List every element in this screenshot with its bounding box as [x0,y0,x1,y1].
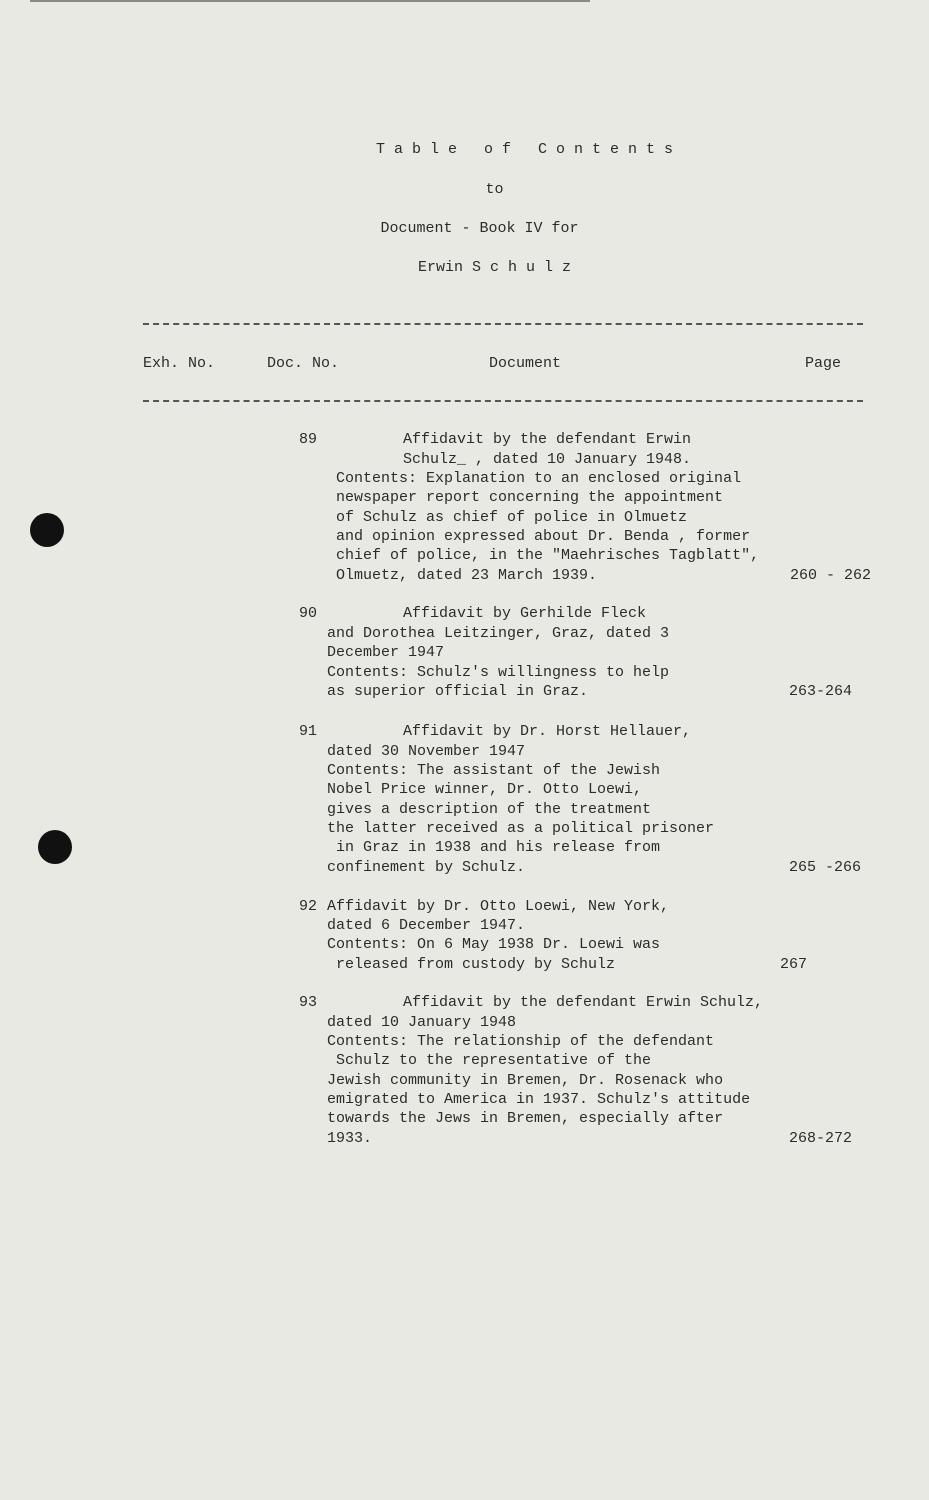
entry-line: dated 6 December 1947. [327,917,526,934]
page-range: 267 [780,956,808,973]
entry-line: released from custody by Schulz [336,956,616,973]
doc-number: 89 [299,431,318,448]
entry-line: December 1947 [327,644,445,661]
entry-line: Affidavit by Dr. Otto Loewi, New York, [327,898,670,915]
page-range: 263-264 [789,683,853,700]
entry-line: Contents: The relationship of the defendant [327,1033,715,1050]
entry-line: and Dorothea Leitzinger, Graz, dated 3 [327,625,670,642]
entry-line: Affidavit by the defendant Erwin Schulz, [403,994,764,1011]
doc-number: 93 [299,994,318,1011]
divider-bottom [143,400,863,402]
entry-line: Contents: Schulz's willingness to help [327,664,670,681]
entry-line: Affidavit by Gerhilde Fleck [403,605,647,622]
defendant-name: Erwin S c h u l z [417,259,572,276]
entry-line: 1933. [327,1130,373,1147]
entry-line: Jewish community in Bremen, Dr. Rosenack who [327,1072,724,1089]
entry-line: Contents: On 6 May 1938 Dr. Loewi was [327,936,661,953]
col-page: Page [805,355,842,372]
doc-number: 90 [299,605,318,622]
entry-line: the latter received as a political prisoner [327,820,715,837]
entry-line: Contents: The assistant of the Jewish [327,762,661,779]
col-document: Document [489,355,562,372]
entry-line: Contents: Explanation to an enclosed original [336,470,742,487]
col-exh-no: Exh. No. [143,355,216,372]
page-range: 260 - 262 [790,567,872,584]
entry-line: emigrated to America in 1937. Schulz's attitude [327,1091,751,1108]
entry-line: and opinion expressed about Dr. Benda , former [336,528,751,545]
col-doc-no: Doc. No. [267,355,340,372]
entry-line: as superior official in Graz. [327,683,589,700]
doc-number: 91 [299,723,318,740]
entry-line: dated 30 November 1947 [327,743,526,760]
entry-line: Olmuetz, dated 23 March 1939. [336,567,598,584]
entry-line: Nobel Price winner, Dr. Otto Loewi, [327,781,643,798]
title-to: to [485,181,504,198]
entry-line: of Schulz as chief of police in Olmuetz [336,509,688,526]
entry-line: chief of police, in the "Maehrisches Tagblatt", [336,547,760,564]
entry-line: newspaper report concerning the appointment [336,489,724,506]
doc-number: 92 [299,898,318,915]
punch-hole [38,830,72,864]
entry-line: confinement by Schulz. [327,859,526,876]
entry-line: towards the Jews in Bremen, especially after [327,1110,724,1127]
entry-line: dated 10 January 1948 [327,1014,517,1031]
entry-line: gives a description of the treatment [327,801,652,818]
entry-line: Affidavit by Dr. Horst Hellauer, [403,723,692,740]
page-range: 268-272 [789,1130,853,1147]
top-edge-line [30,0,590,2]
entry-line: in Graz in 1938 and his release from [336,839,661,856]
entry-line: Affidavit by the defendant Erwin [403,431,692,448]
entry-line: Schulz to the representative of the [336,1052,652,1069]
document-title: T a b l e o f C o n t e n t s [375,141,674,158]
punch-hole [30,513,64,547]
title-document-line: Document - Book IV for [380,220,579,237]
page-range: 265 -266 [789,859,862,876]
divider-top [143,323,863,325]
entry-line: Schulz_ , dated 10 January 1948. [403,451,692,468]
